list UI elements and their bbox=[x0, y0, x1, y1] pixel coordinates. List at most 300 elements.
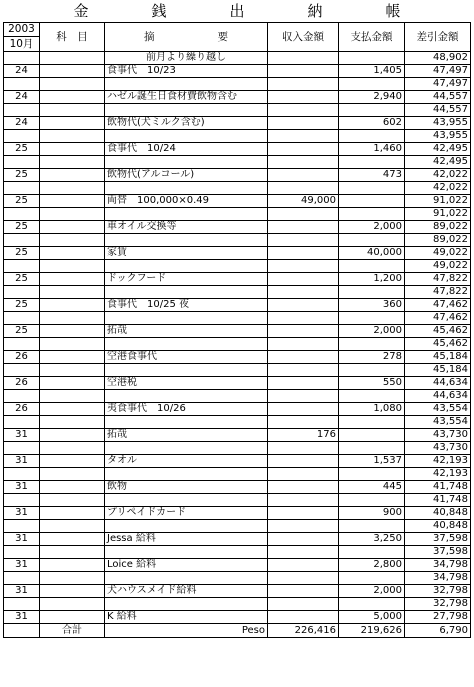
ledger-row bbox=[4, 546, 471, 559]
description-cell bbox=[105, 156, 268, 169]
income-cell bbox=[268, 52, 339, 65]
ledger-row bbox=[4, 585, 471, 598]
balance-cell: 45,184 bbox=[405, 364, 471, 377]
ledger-row bbox=[4, 117, 471, 130]
subject-cell bbox=[40, 507, 105, 520]
date-cell: 24 bbox=[4, 117, 40, 130]
subject-cell bbox=[40, 546, 105, 559]
ledger-row bbox=[4, 65, 471, 78]
subject-cell bbox=[40, 416, 105, 429]
balance-cell: 32,798 bbox=[405, 585, 471, 598]
description-cell bbox=[105, 312, 268, 325]
ledger-row bbox=[4, 338, 471, 351]
subject-cell bbox=[40, 559, 105, 572]
balance-cell: 43,730 bbox=[405, 429, 471, 442]
description-cell bbox=[105, 442, 268, 455]
income-cell bbox=[268, 559, 339, 572]
balance-cell: 42,193 bbox=[405, 468, 471, 481]
description-cell bbox=[105, 520, 268, 533]
date-cell bbox=[4, 494, 40, 507]
expense-cell: 445 bbox=[339, 481, 405, 494]
expense-cell bbox=[339, 520, 405, 533]
description-cell bbox=[105, 546, 268, 559]
balance-cell: 40,848 bbox=[405, 507, 471, 520]
expense-cell bbox=[339, 598, 405, 611]
ledger-row bbox=[4, 78, 471, 91]
ledger-row bbox=[4, 377, 471, 390]
expense-cell bbox=[339, 364, 405, 377]
income-cell bbox=[268, 390, 339, 403]
ledger-title: 金 銭 出 納 帳 bbox=[73, 2, 425, 20]
description-cell bbox=[105, 78, 268, 91]
ledger-row bbox=[4, 364, 471, 377]
expense-cell: 5,000 bbox=[339, 611, 405, 624]
ledger-row bbox=[4, 247, 471, 260]
header-month: 10月 bbox=[4, 37, 40, 52]
ledger-row bbox=[4, 91, 471, 104]
ledger-row bbox=[4, 208, 471, 221]
income-cell: 49,000 bbox=[268, 195, 339, 208]
balance-cell: 42,193 bbox=[405, 455, 471, 468]
subject-cell bbox=[40, 104, 105, 117]
expense-cell: 278 bbox=[339, 351, 405, 364]
date-cell: 25 bbox=[4, 273, 40, 286]
date-cell: 25 bbox=[4, 169, 40, 182]
income-cell bbox=[268, 260, 339, 273]
date-cell bbox=[4, 104, 40, 117]
expense-cell: 2,000 bbox=[339, 221, 405, 234]
description-cell: 飲物 bbox=[105, 481, 268, 494]
date-cell: 25 bbox=[4, 143, 40, 156]
income-cell bbox=[268, 208, 339, 221]
income-cell bbox=[268, 481, 339, 494]
subject-cell bbox=[40, 481, 105, 494]
date-cell bbox=[4, 312, 40, 325]
ledger-row bbox=[4, 611, 471, 624]
income-cell bbox=[268, 533, 339, 546]
ledger-row bbox=[4, 143, 471, 156]
description-cell: 拓哉 bbox=[105, 429, 268, 442]
income-cell bbox=[268, 598, 339, 611]
expense-cell: 1,080 bbox=[339, 403, 405, 416]
expense-cell bbox=[339, 208, 405, 221]
ledger-row bbox=[4, 494, 471, 507]
date-cell: 31 bbox=[4, 455, 40, 468]
balance-cell: 34,798 bbox=[405, 572, 471, 585]
ledger-row bbox=[4, 104, 471, 117]
date-cell: 26 bbox=[4, 403, 40, 416]
description-cell: 食事代 10/25 夜 bbox=[105, 299, 268, 312]
ledger-row bbox=[4, 182, 471, 195]
date-cell: 31 bbox=[4, 533, 40, 546]
income-cell bbox=[268, 416, 339, 429]
subject-cell bbox=[40, 390, 105, 403]
date-cell bbox=[4, 286, 40, 299]
balance-cell: 42,495 bbox=[405, 143, 471, 156]
expense-cell: 2,000 bbox=[339, 585, 405, 598]
expense-cell bbox=[339, 442, 405, 455]
income-cell bbox=[268, 117, 339, 130]
subject-cell bbox=[40, 377, 105, 390]
balance-cell: 47,822 bbox=[405, 286, 471, 299]
totals-income: 226,416 bbox=[268, 624, 339, 638]
description-cell: 拓哉 bbox=[105, 325, 268, 338]
expense-cell bbox=[339, 52, 405, 65]
subject-cell bbox=[40, 351, 105, 364]
description-cell bbox=[105, 286, 268, 299]
balance-cell: 42,495 bbox=[405, 156, 471, 169]
totals-date-cell bbox=[4, 624, 40, 638]
income-cell bbox=[268, 585, 339, 598]
balance-cell: 43,730 bbox=[405, 442, 471, 455]
balance-cell: 42,022 bbox=[405, 169, 471, 182]
balance-cell: 34,798 bbox=[405, 559, 471, 572]
description-cell bbox=[105, 416, 268, 429]
ledger-row bbox=[4, 130, 471, 143]
subject-cell bbox=[40, 130, 105, 143]
balance-cell: 47,462 bbox=[405, 312, 471, 325]
date-cell: 25 bbox=[4, 325, 40, 338]
description-cell bbox=[105, 468, 268, 481]
subject-cell bbox=[40, 52, 105, 65]
ledger-row bbox=[4, 442, 471, 455]
totals-label: 合計 bbox=[40, 624, 105, 638]
income-cell bbox=[268, 442, 339, 455]
expense-cell bbox=[339, 338, 405, 351]
ledger-row bbox=[4, 234, 471, 247]
subject-cell bbox=[40, 455, 105, 468]
expense-cell bbox=[339, 195, 405, 208]
date-cell: 31 bbox=[4, 481, 40, 494]
date-cell: 25 bbox=[4, 247, 40, 260]
description-cell: 空港食事代 bbox=[105, 351, 268, 364]
expense-cell bbox=[339, 260, 405, 273]
balance-cell: 44,634 bbox=[405, 377, 471, 390]
balance-cell: 27,798 bbox=[405, 611, 471, 624]
balance-cell: 45,462 bbox=[405, 325, 471, 338]
balance-cell: 47,822 bbox=[405, 273, 471, 286]
expense-cell: 2,940 bbox=[339, 91, 405, 104]
subject-cell bbox=[40, 338, 105, 351]
subject-cell bbox=[40, 299, 105, 312]
income-cell bbox=[268, 468, 339, 481]
description-cell bbox=[105, 364, 268, 377]
subject-cell bbox=[40, 65, 105, 78]
subject-cell bbox=[40, 403, 105, 416]
income-cell bbox=[268, 182, 339, 195]
ledger-row bbox=[4, 572, 471, 585]
expense-cell: 360 bbox=[339, 299, 405, 312]
balance-cell: 47,497 bbox=[405, 78, 471, 91]
balance-cell: 42,022 bbox=[405, 182, 471, 195]
header-description: 摘 要 bbox=[105, 23, 268, 52]
description-cell bbox=[105, 208, 268, 221]
expense-cell bbox=[339, 286, 405, 299]
income-cell bbox=[268, 143, 339, 156]
income-cell bbox=[268, 494, 339, 507]
income-cell bbox=[268, 169, 339, 182]
expense-cell bbox=[339, 156, 405, 169]
ledger-row bbox=[4, 156, 471, 169]
cash-ledger-table bbox=[3, 22, 471, 638]
date-cell: 31 bbox=[4, 429, 40, 442]
description-cell: K 給料 bbox=[105, 611, 268, 624]
header-subject: 科 目 bbox=[40, 23, 105, 52]
date-cell bbox=[4, 364, 40, 377]
income-cell bbox=[268, 507, 339, 520]
balance-cell: 41,748 bbox=[405, 481, 471, 494]
subject-cell bbox=[40, 533, 105, 546]
ledger-row bbox=[4, 455, 471, 468]
balance-cell: 32,798 bbox=[405, 598, 471, 611]
date-cell: 26 bbox=[4, 377, 40, 390]
expense-cell bbox=[339, 312, 405, 325]
description-cell bbox=[105, 130, 268, 143]
description-cell: 犬ハウスメイド給料 bbox=[105, 585, 268, 598]
income-cell: 176 bbox=[268, 429, 339, 442]
balance-cell: 49,022 bbox=[405, 260, 471, 273]
income-cell bbox=[268, 286, 339, 299]
description-cell: プリペイドカード bbox=[105, 507, 268, 520]
expense-cell: 1,460 bbox=[339, 143, 405, 156]
income-cell bbox=[268, 455, 339, 468]
subject-cell bbox=[40, 221, 105, 234]
income-cell bbox=[268, 78, 339, 91]
ledger-row bbox=[4, 598, 471, 611]
ledger-row bbox=[4, 273, 471, 286]
date-cell bbox=[4, 130, 40, 143]
subject-cell bbox=[40, 429, 105, 442]
income-cell bbox=[268, 520, 339, 533]
description-cell: 両替 100,000×0.49 bbox=[105, 195, 268, 208]
ledger-row bbox=[4, 481, 471, 494]
date-cell: 31 bbox=[4, 585, 40, 598]
subject-cell bbox=[40, 208, 105, 221]
description-cell: 前月より繰り越し bbox=[105, 52, 268, 65]
ledger-row bbox=[4, 312, 471, 325]
description-cell: 飲物代(犬ミルク含む) bbox=[105, 117, 268, 130]
expense-cell bbox=[339, 390, 405, 403]
subject-cell bbox=[40, 442, 105, 455]
description-cell: 夷食事代 10/26 bbox=[105, 403, 268, 416]
expense-cell: 40,000 bbox=[339, 247, 405, 260]
header-expense: 支払金額 bbox=[339, 23, 405, 52]
description-cell bbox=[105, 234, 268, 247]
expense-cell: 473 bbox=[339, 169, 405, 182]
expense-cell bbox=[339, 104, 405, 117]
income-cell bbox=[268, 403, 339, 416]
subject-cell bbox=[40, 234, 105, 247]
balance-cell: 43,554 bbox=[405, 416, 471, 429]
balance-cell: 91,022 bbox=[405, 195, 471, 208]
subject-cell bbox=[40, 247, 105, 260]
ledger-row bbox=[4, 351, 471, 364]
description-cell: 車オイル交換等 bbox=[105, 221, 268, 234]
income-cell bbox=[268, 351, 339, 364]
date-cell: 25 bbox=[4, 299, 40, 312]
description-cell bbox=[105, 494, 268, 507]
income-cell bbox=[268, 611, 339, 624]
description-cell bbox=[105, 182, 268, 195]
income-cell bbox=[268, 91, 339, 104]
balance-cell: 43,955 bbox=[405, 130, 471, 143]
subject-cell bbox=[40, 598, 105, 611]
income-cell bbox=[268, 364, 339, 377]
expense-cell bbox=[339, 182, 405, 195]
ledger-row bbox=[4, 468, 471, 481]
income-cell bbox=[268, 65, 339, 78]
subject-cell bbox=[40, 169, 105, 182]
expense-cell bbox=[339, 416, 405, 429]
date-cell bbox=[4, 338, 40, 351]
expense-cell: 1,405 bbox=[339, 65, 405, 78]
expense-cell: 2,800 bbox=[339, 559, 405, 572]
subject-cell bbox=[40, 195, 105, 208]
description-cell bbox=[105, 572, 268, 585]
description-cell: 食事代 10/23 bbox=[105, 65, 268, 78]
expense-cell: 3,250 bbox=[339, 533, 405, 546]
balance-cell: 47,462 bbox=[405, 299, 471, 312]
expense-cell: 900 bbox=[339, 507, 405, 520]
income-cell bbox=[268, 338, 339, 351]
totals-balance: 6,790 bbox=[405, 624, 471, 638]
balance-cell: 44,557 bbox=[405, 104, 471, 117]
date-cell bbox=[4, 598, 40, 611]
date-cell bbox=[4, 78, 40, 91]
ledger-row bbox=[4, 195, 471, 208]
date-cell bbox=[4, 546, 40, 559]
description-cell: ドックフード bbox=[105, 273, 268, 286]
expense-cell bbox=[339, 572, 405, 585]
balance-cell: 91,022 bbox=[405, 208, 471, 221]
ledger-row bbox=[4, 286, 471, 299]
balance-cell: 37,598 bbox=[405, 533, 471, 546]
income-cell bbox=[268, 572, 339, 585]
date-cell bbox=[4, 156, 40, 169]
description-cell bbox=[105, 338, 268, 351]
expense-cell: 1,200 bbox=[339, 273, 405, 286]
expense-cell: 1,537 bbox=[339, 455, 405, 468]
date-cell: 31 bbox=[4, 507, 40, 520]
totals-currency: Peso bbox=[105, 624, 268, 638]
subject-cell bbox=[40, 78, 105, 91]
ledger-row bbox=[4, 169, 471, 182]
expense-cell bbox=[339, 429, 405, 442]
ledger-body bbox=[4, 52, 471, 624]
balance-cell: 44,634 bbox=[405, 390, 471, 403]
subject-cell bbox=[40, 585, 105, 598]
ledger-row bbox=[4, 325, 471, 338]
ledger-row bbox=[4, 221, 471, 234]
subject-cell bbox=[40, 364, 105, 377]
description-cell: 飲物代(アルコール) bbox=[105, 169, 268, 182]
expense-cell bbox=[339, 234, 405, 247]
description-cell bbox=[105, 598, 268, 611]
balance-cell: 89,022 bbox=[405, 221, 471, 234]
date-cell: 24 bbox=[4, 65, 40, 78]
income-cell bbox=[268, 234, 339, 247]
date-cell: 24 bbox=[4, 91, 40, 104]
subject-cell bbox=[40, 260, 105, 273]
date-cell: 25 bbox=[4, 195, 40, 208]
date-cell: 31 bbox=[4, 559, 40, 572]
subject-cell bbox=[40, 520, 105, 533]
date-cell bbox=[4, 520, 40, 533]
subject-cell bbox=[40, 117, 105, 130]
subject-cell bbox=[40, 156, 105, 169]
totals-expense: 219,626 bbox=[339, 624, 405, 638]
income-cell bbox=[268, 247, 339, 260]
date-cell bbox=[4, 572, 40, 585]
subject-cell bbox=[40, 494, 105, 507]
ledger-row bbox=[4, 429, 471, 442]
subject-cell bbox=[40, 182, 105, 195]
description-cell: 空港税 bbox=[105, 377, 268, 390]
description-cell: タオル bbox=[105, 455, 268, 468]
income-cell bbox=[268, 221, 339, 234]
description-cell: ハゼル誕生日食材費飲物含む bbox=[105, 91, 268, 104]
description-cell: Jessa 給料 bbox=[105, 533, 268, 546]
balance-cell: 40,848 bbox=[405, 520, 471, 533]
description-cell bbox=[105, 260, 268, 273]
income-cell bbox=[268, 377, 339, 390]
subject-cell bbox=[40, 468, 105, 481]
balance-cell: 43,955 bbox=[405, 117, 471, 130]
balance-cell: 37,598 bbox=[405, 546, 471, 559]
date-cell bbox=[4, 390, 40, 403]
ledger-row bbox=[4, 299, 471, 312]
subject-cell bbox=[40, 91, 105, 104]
description-cell: 家賃 bbox=[105, 247, 268, 260]
ledger-row bbox=[4, 533, 471, 546]
balance-cell: 41,748 bbox=[405, 494, 471, 507]
ledger-row bbox=[4, 403, 471, 416]
income-cell bbox=[268, 312, 339, 325]
income-cell bbox=[268, 325, 339, 338]
expense-cell bbox=[339, 468, 405, 481]
date-cell: 26 bbox=[4, 351, 40, 364]
date-cell bbox=[4, 234, 40, 247]
header-year: 2003 bbox=[4, 23, 40, 37]
subject-cell bbox=[40, 325, 105, 338]
expense-cell bbox=[339, 546, 405, 559]
date-cell bbox=[4, 182, 40, 195]
ledger-row bbox=[4, 390, 471, 403]
expense-cell bbox=[339, 494, 405, 507]
income-cell bbox=[268, 546, 339, 559]
date-cell bbox=[4, 260, 40, 273]
date-cell: 31 bbox=[4, 611, 40, 624]
subject-cell bbox=[40, 611, 105, 624]
date-cell bbox=[4, 52, 40, 65]
income-cell bbox=[268, 273, 339, 286]
ledger-row bbox=[4, 260, 471, 273]
balance-cell: 89,022 bbox=[405, 234, 471, 247]
ledger-row bbox=[4, 520, 471, 533]
expense-cell bbox=[339, 130, 405, 143]
ledger-row bbox=[4, 52, 471, 65]
balance-cell: 45,462 bbox=[405, 338, 471, 351]
balance-cell: 48,902 bbox=[405, 52, 471, 65]
description-cell: Loice 給料 bbox=[105, 559, 268, 572]
description-cell: 食事代 10/24 bbox=[105, 143, 268, 156]
subject-cell bbox=[40, 273, 105, 286]
income-cell bbox=[268, 299, 339, 312]
ledger-row bbox=[4, 416, 471, 429]
ledger-row bbox=[4, 507, 471, 520]
subject-cell bbox=[40, 143, 105, 156]
header-income: 収入金額 bbox=[268, 23, 339, 52]
